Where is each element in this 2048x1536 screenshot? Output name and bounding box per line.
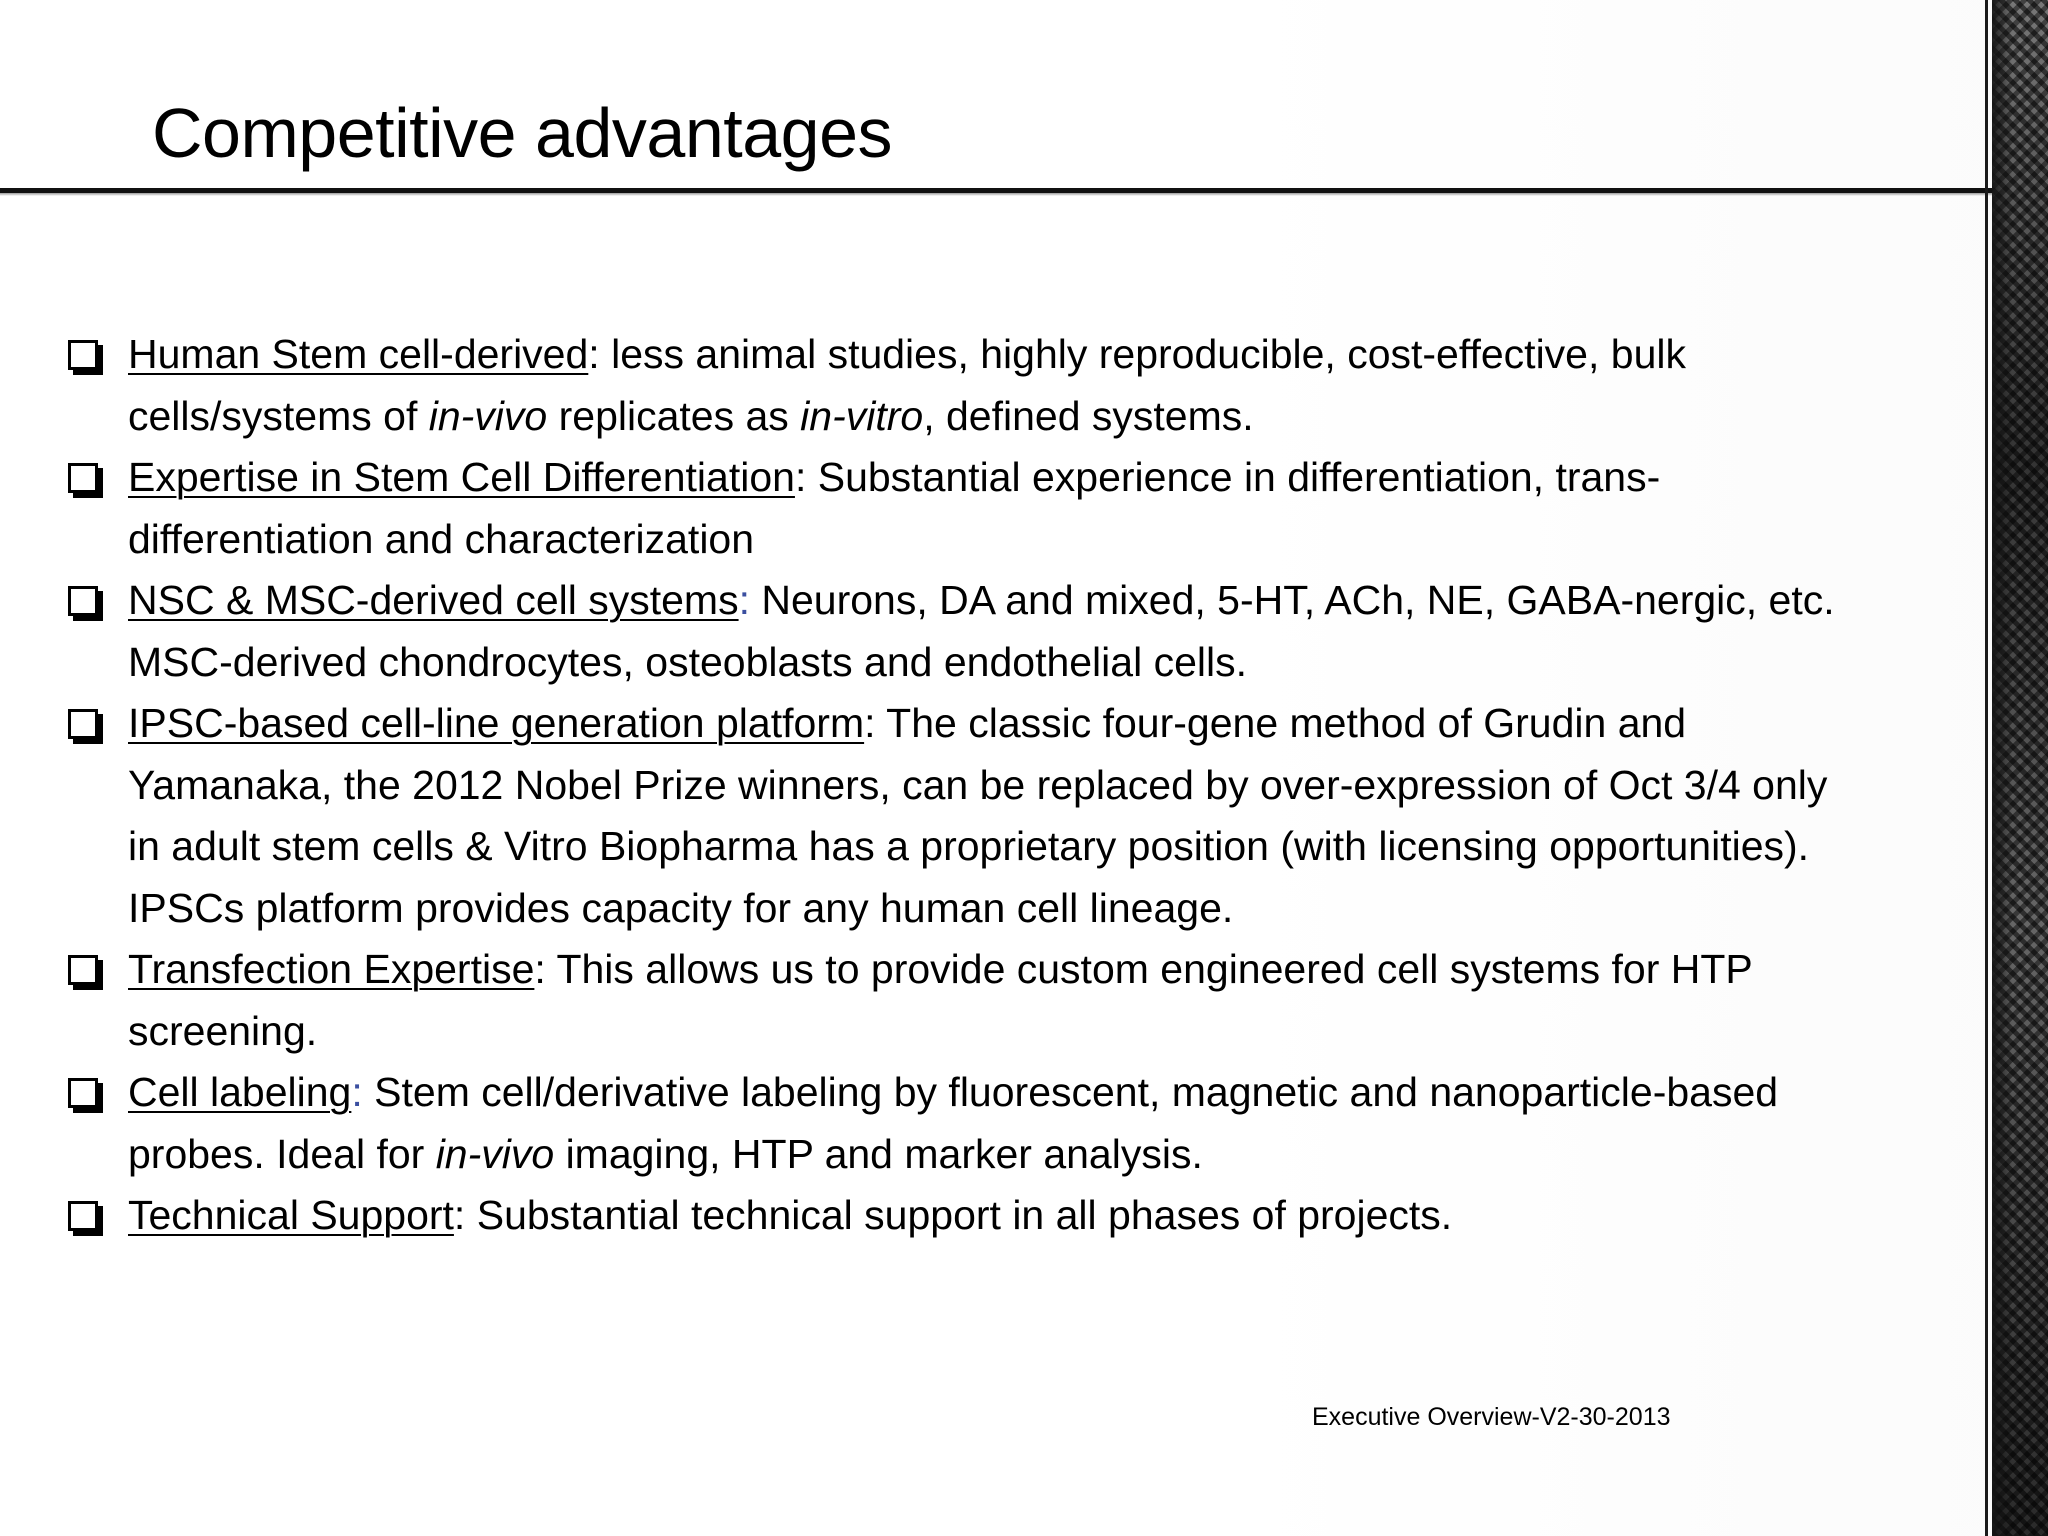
decorative-pattern-shadow: [1992, 0, 2012, 1536]
bullet-text: The classic four-gene method of Grudin and Yamanaka, the 2012 Nobel Prize winners, can be replaced by over-expression of Oct 3/4 only in adult stem cells & Vitro Biopharma has a proprietary position (with licensing opportunities). IPSCs platform provides capacity for any human cell lineage.: [128, 700, 1828, 931]
title-divider-shadow: [0, 193, 2000, 196]
bullet-text: Stem cell/derivative labeling by fluorescent, magnetic and nanoparticle-based probes. Ideal for: [128, 1069, 1779, 1177]
bullet-item-nsc-msc-systems: [62, 570, 1842, 693]
bullet-separator: :: [738, 577, 750, 623]
bullet-italic-text: in-vitro: [800, 392, 924, 439]
bullet-heading: Expertise in Stem Cell Differentiation: [128, 454, 795, 500]
slide-title: Competitive advantages: [152, 94, 892, 172]
bullet-text: Substantial experience in differentiation, trans-differentiation and characterization: [128, 454, 1661, 562]
checkbox-bullet-icon: [68, 709, 98, 739]
bullet-separator: :: [534, 946, 546, 992]
bullet-separator: :: [453, 1192, 466, 1238]
bullet-item-ipsc-platform: [62, 693, 1842, 939]
bullet-heading: Human Stem cell-derived: [128, 331, 589, 377]
bullet-text: Neurons, DA and mixed, 5-HT, ACh, NE, GABA-nergic, etc. MSC-derived chondrocytes, osteoblasts and endothelial cells.: [128, 577, 1835, 685]
bullet-separator: :: [351, 1069, 363, 1115]
checkbox-bullet-icon: [68, 340, 98, 370]
bullet-separator: :: [864, 700, 876, 746]
bullet-italic-text: in-vivo: [435, 1130, 555, 1177]
bullet-text: less animal studies, highly reproducible, cost-effective, bulk cells/systems of: [128, 331, 1686, 439]
bullet-item-transfection-expertise: [62, 939, 1842, 1062]
bullet-heading: NSC & MSC-derived cell systems: [128, 577, 739, 623]
bullet-separator: :: [588, 331, 600, 377]
bullet-italic-text: in-vivo: [428, 392, 548, 439]
bullet-text: imaging, HTP and marker analysis.: [554, 1130, 1203, 1177]
bullet-item-cell-labeling: [62, 1062, 1842, 1185]
bullet-text: replicates as: [547, 392, 801, 439]
bullet-item-technical-support: [62, 1185, 1842, 1247]
slide-footer: Executive Overview-V2-30-2013: [1312, 1403, 1671, 1431]
checkbox-bullet-icon: [68, 586, 98, 616]
right-border-line: [1985, 0, 1988, 1536]
bullet-item-differentiation-expertise: [62, 447, 1842, 570]
checkbox-bullet-icon: [68, 1078, 98, 1108]
bullet-text: Substantial technical support in all phases of projects.: [465, 1192, 1453, 1238]
checkbox-bullet-icon: [68, 955, 98, 985]
bullet-heading: Cell labeling: [128, 1069, 352, 1115]
bullet-text: , defined systems.: [923, 392, 1254, 439]
bullet-heading: Technical Support: [128, 1192, 454, 1238]
bullet-heading: Transfection Expertise: [128, 946, 535, 992]
bullet-text: This allows us to provide custom engineered cell systems for HTP screening.: [128, 946, 1753, 1054]
bullet-list: [62, 324, 1842, 1247]
bullet-item-human-stem-cell: [62, 324, 1842, 447]
checkbox-bullet-icon: [68, 463, 98, 493]
checkbox-bullet-icon: [68, 1201, 98, 1231]
bullet-heading: IPSC-based cell-line generation platform: [128, 700, 865, 746]
bullet-separator: :: [794, 454, 807, 500]
